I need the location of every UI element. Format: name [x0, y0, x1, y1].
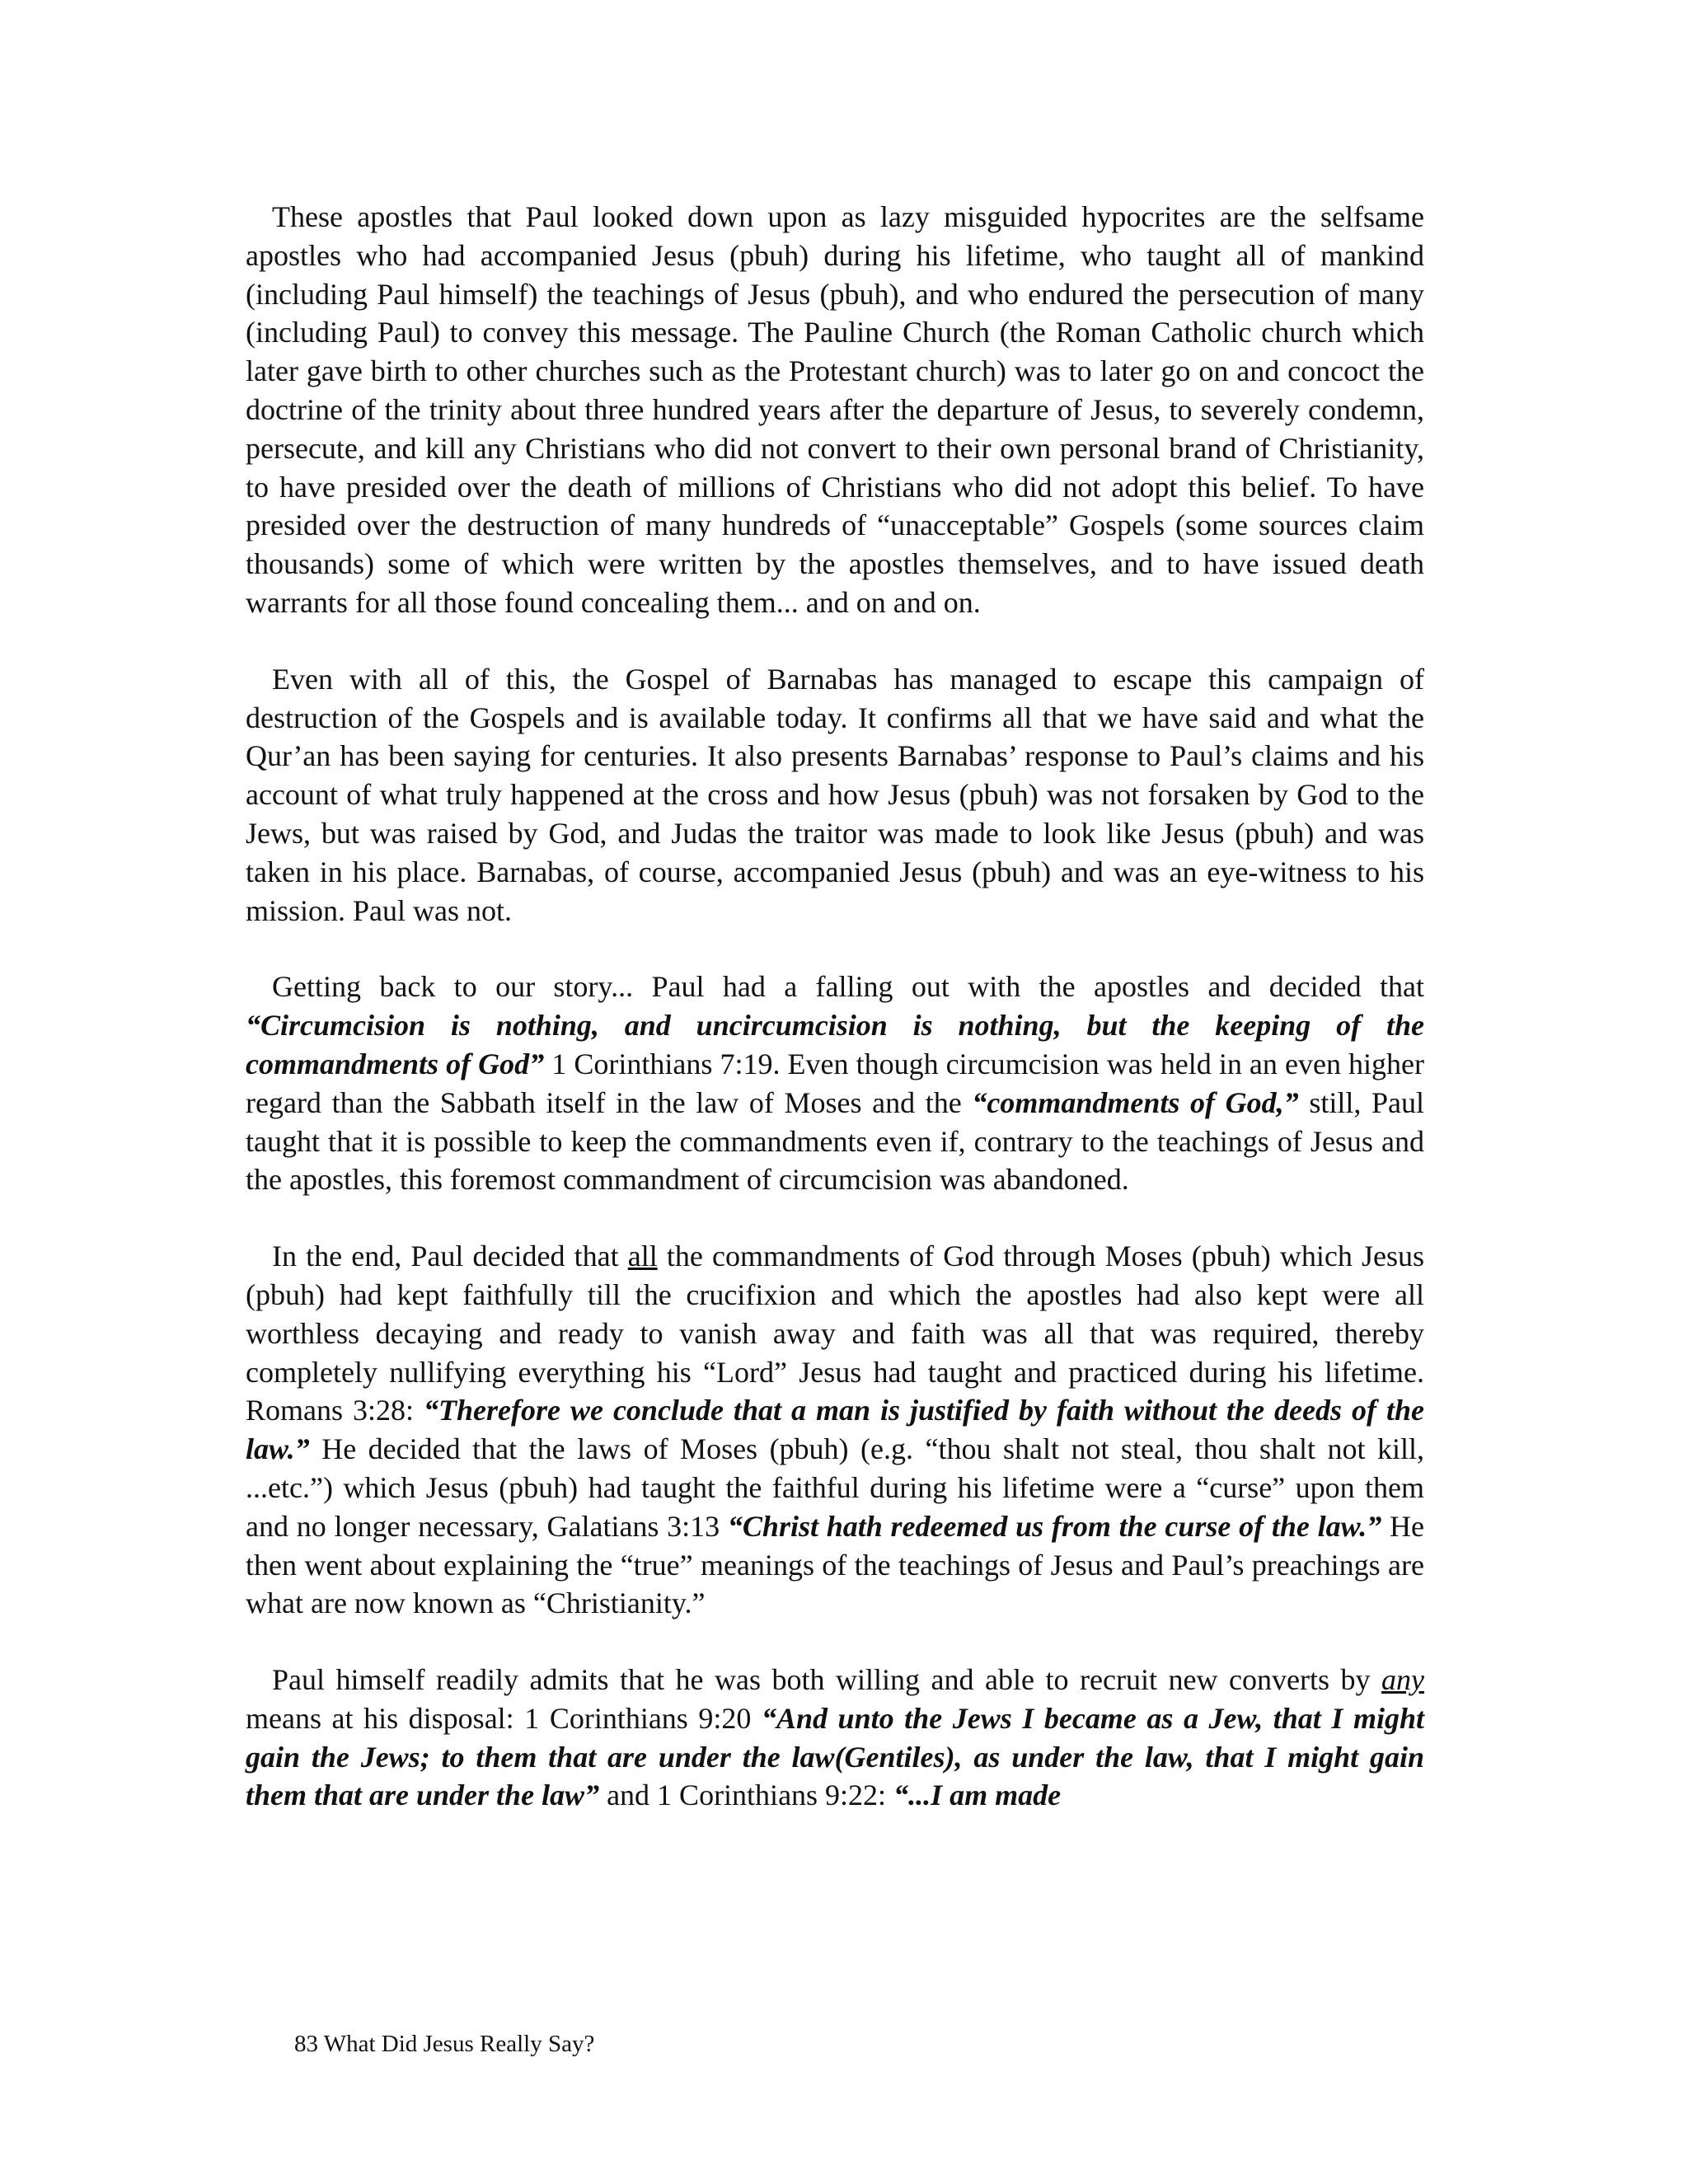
paragraph-commandments — [246, 1237, 1424, 1623]
text-run: Paul himself readily admits that he was both willing and able to recruit new converts by — [272, 1663, 1382, 1697]
text-run: Getting back to our story... Paul had a falling out with the apostles and decided that — [272, 970, 1424, 1004]
text-run: means at his disposal: 1 Corinthians 9:20 — [246, 1701, 762, 1735]
scripture-quote: “commandments of God,” — [972, 1085, 1299, 1119]
text-run: He decided that the laws of Moses (pbuh) (e.g. “thou shalt not steal, thou shalt not kill, ...etc.”) which Jesus (pbuh) had taught the faithful during his lifetime were a “curse” upon them and no longer necessary, Galatians 3:13 — [246, 1432, 1424, 1543]
scripture-quote: “Circumcision is nothing, and uncircumcision is nothing, but the keeping of the commandments of God” — [246, 1009, 1424, 1080]
text-run: 1 Corinthians 7:19. Even though circumcision was held in an even higher regard than the Sabbath itself in the law of Moses and the — [246, 1047, 1424, 1119]
text-run: He then went about explaining the “true” meanings of the teachings of Jesus and Paul’s preachings are what are now known as “Christianity.” — [246, 1509, 1424, 1620]
scripture-quote: “Christ hath redeemed us from the curse of the law.” — [727, 1509, 1382, 1543]
text-run: These apostles that Paul looked down upon as lazy misguided hypocrites are the selfsame apostles who had accompanied Jesus (pbuh) during his lifetime, who taught all of mankind (including Paul himself) the teachings of Jesus (pbuh), and who endured the persecution of many (including Paul) to convey this message. The Pauline Church (the Roman Catholic church which later gave birth to other churches such as the Protestant church) was to later go on and concoct the doctrine of the trinity about three hundred years after the departure of Jesus, to severely condemn, persecute, and kill any Christians who did not convert to their own personal brand of Christianity, to have presided over the death of millions of Christians who did not adopt this belief. To have presided over the destruction of many hundreds of “unacceptable” Gospels (some sources claim thousands) some of which were written by the apostles themselves, and to have issued death warrants for all those found concealing them... and on and on. — [246, 200, 1424, 619]
emphasized-word: all — [627, 1240, 658, 1273]
body-text — [246, 198, 1424, 1815]
paragraph-apostles — [246, 198, 1424, 622]
emphasized-word: any — [1381, 1663, 1424, 1697]
scripture-quote: “...I am made — [893, 1779, 1062, 1812]
paragraph-converts — [246, 1661, 1424, 1815]
scripture-quote: “And unto the Jews I became as a Jew, that I might gain the Jews; to them that are under the law(Gentiles), as under the law, that I might gain them that are under the law” — [246, 1701, 1424, 1812]
text-run: In the end, Paul decided that — [272, 1240, 628, 1273]
text-run: the commandments of God through Moses (pbuh) which Jesus (pbuh) had kept faithfully till the crucifixion and which the apostles had also kept were all worthless decaying and ready to vanish away and faith was all that was required, thereby completely nullifying everything his “Lord” Jesus had taught and practiced during his lifetime. Romans 3:28: — [246, 1240, 1424, 1427]
paragraph-gospel-of-barnabas — [246, 660, 1424, 930]
text-run: Even with all of this, the Gospel of Barnabas has managed to escape this campaign of destruction of the Gospels and is available today. It confirms all that we have said and what the Qur’an has been saying for centuries. It also presents Barnabas’ response to Paul’s claims and his account of what truly happened at the cross and how Jesus (pbuh) was not forsaken by God to the Jews, but was raised by God, and Judas the traitor was made to look like Jesus (pbuh) and was taken in his place. Barnabas, of course, accompanied Jesus (pbuh) and was an eye-witness to his mission. Paul was not. — [246, 662, 1424, 927]
text-run: and 1 Corinthians 9:22: — [599, 1779, 894, 1812]
text-run: still, Paul taught that it is possible to keep the commandments even if, contrary to the teachings of Jesus and the apostles, this foremost commandment of circumcision was abandoned. — [246, 1085, 1424, 1197]
page-footer: 83 What Did Jesus Really Say? — [294, 2031, 595, 2057]
paragraph-circumcision — [246, 968, 1424, 1199]
scripture-quote: “Therefore we conclude that a man is justified by faith without the deeds of the law.” — [246, 1394, 1424, 1466]
